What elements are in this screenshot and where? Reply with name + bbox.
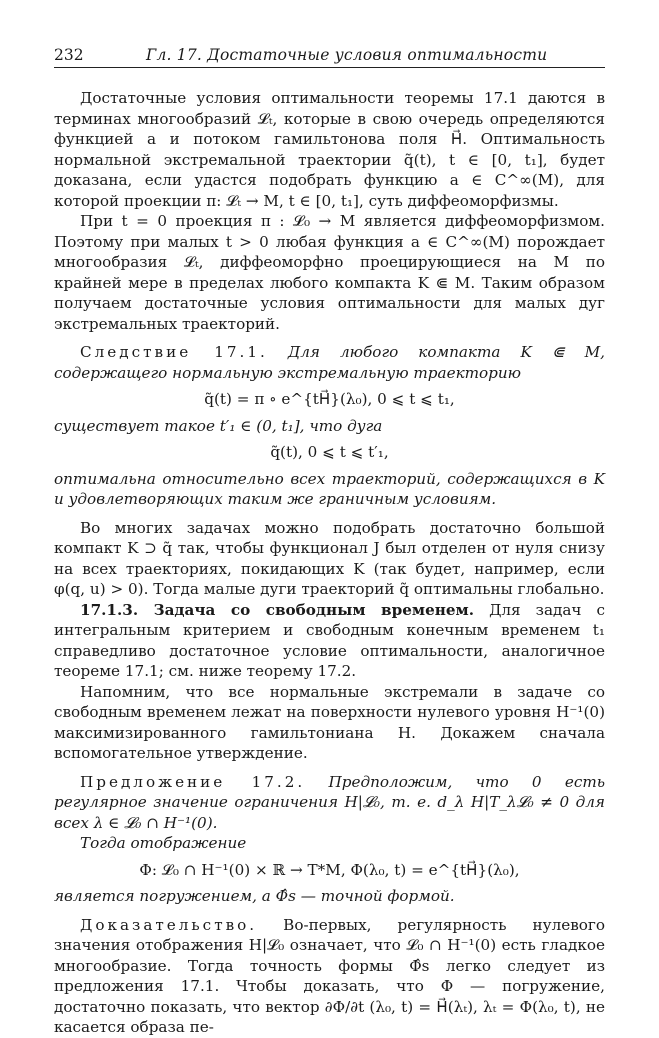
page-number: 232 xyxy=(54,46,84,64)
page-body xyxy=(54,88,605,1038)
corollary-middle: существует такое t′₁ ∈ (0, t₁], что дуга xyxy=(54,416,383,435)
proof-text: Во-первых, регулярность нулевого значения отображения H|𝓛₀ означает, что 𝓛₀ ∩ H⁻¹(0) есть гладкое многообразие. Тогда точность формы Φ̂s легко следует из предложения 17.1. Чтобы доказать, что Φ — погружение, достаточно показать, что вектор ∂Φ/∂t (λ₀, t) = H⃗(λₜ), λₜ = Φ(λ₀, t), не касается образа пе- xyxy=(54,915,605,1036)
corollary-end: оптимальна относительно всех траекторий, содержащихся в K и удовлетворяющих таким же граничным условиям. xyxy=(54,469,605,508)
proof-paragraph xyxy=(54,915,605,1038)
paragraph: При t = 0 проекция π : 𝓛₀ → M является диффеоморфизмом. Поэтому при малых t > 0 любая функция a ∈ C^∞(M) порождает многообразия 𝓛ₜ, диффеоморфно проецирующиеся на M по крайней мере в пределах любого компакта K ⋐ M. Таким образом получаем достаточные условия оптимальности для малых дуг экстремальных траекторий. xyxy=(54,212,605,333)
proposition-statement xyxy=(54,772,605,834)
paragraph: Во многих задачах можно подобрать достаточно большой компакт K ⊃ q̃ так, чтобы функционал J был отделен от нуля снизу на всех траекториях, покидающих K (так будет, например, если φ(q, u) > 0). Тогда малые дуги траекторий q̃ оптимальны глобально. xyxy=(54,518,605,598)
running-title: Гл. 17. Достаточные условия оптимальности xyxy=(146,46,548,64)
proposition-end: является погружением, а Φ̂s — точной формой. xyxy=(54,887,455,905)
equation-3: Φ: 𝓛₀ ∩ H⁻¹(0) × ℝ → T*M, Φ(λ₀, t) = e^{tH⃗}(λ₀), xyxy=(139,860,520,879)
equation-1: q̃(t) = π ∘ e^{tH⃗}(λ₀), 0 ⩽ t ⩽ t₁, xyxy=(204,390,455,408)
section-text: Для задач с интегральным критерием и свободным конечным временем t₁ справедливо достаточное условие оптимальности, аналогичное теореме 17.1; см. ниже теорему 17.2. xyxy=(54,600,606,680)
equation-2: q̃(t), 0 ⩽ t ⩽ t′₁, xyxy=(270,443,389,461)
section-title: 17.1.3. Задача со свободным временем. xyxy=(80,600,475,619)
section-paragraph xyxy=(54,600,605,682)
proposition-then: Тогда отображение xyxy=(80,834,247,852)
running-header xyxy=(54,46,605,66)
proof-label: Доказательство. xyxy=(80,915,258,934)
paragraph: Достаточные условия оптимальности теоремы 17.1 даются в терминах многообразий 𝓛ₜ, которые в свою очередь определяются функцией a и потоком гамильтонова поля H⃗. Оптимальность нормальной экстремальной траектории q̃(t), t ∈ [0, t₁], будет доказана, если удастся подобрать функцию a ∈ C^∞(M), для которой проекции π: 𝓛ₜ → M, t ∈ [0, t₁], суть диффеоморфизмы. xyxy=(54,89,605,210)
header-rule xyxy=(54,67,605,68)
proposition-text: Предположим, что 0 есть регулярное значение ограничения H|𝓛₀, т. е. d_λ H|T_λ𝓛₀ ≠ 0 для всех λ ∈ 𝓛₀ ∩ H⁻¹(0). xyxy=(54,772,606,832)
corollary-label: Следствие 17.1. xyxy=(80,343,268,361)
corollary-text: Для любого компакта K ⋐ M, содержащего нормальную экстремальную траекторию xyxy=(54,343,605,382)
proposition-label: Предложение 17.2. xyxy=(80,772,306,791)
corollary-statement xyxy=(54,342,605,383)
paragraph: Напомним, что все нормальные экстремали в задаче со свободным временем лежат на поверхности нулевого уровня H⁻¹(0) максимизированного гамильтониана H. Докажем сначала вспомогательное утверждение. xyxy=(54,682,605,762)
